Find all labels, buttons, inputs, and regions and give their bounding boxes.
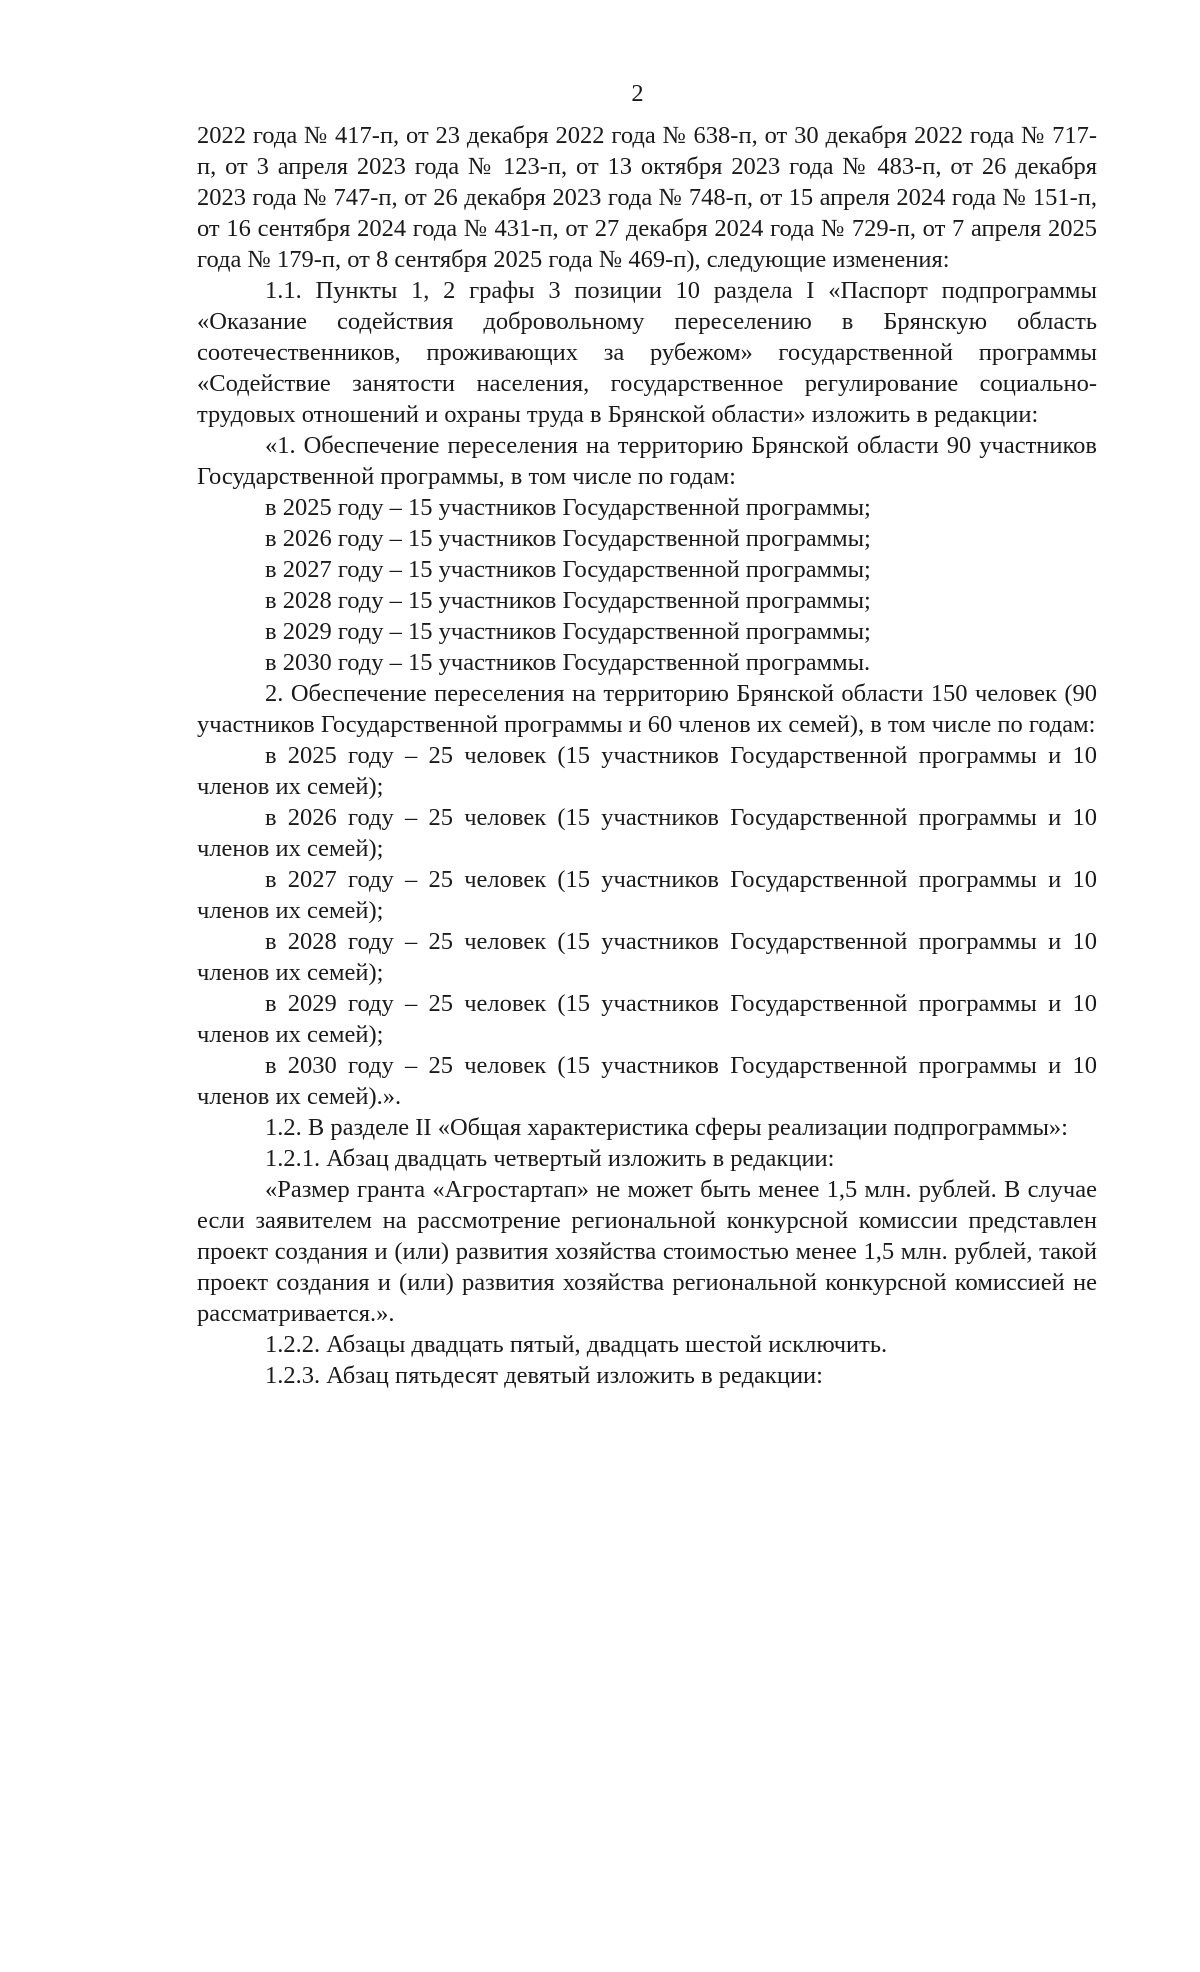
page-number: 2 [631, 80, 644, 107]
paragraph-year-2025: в 2025 году – 15 участников Государственной программы; [265, 494, 871, 521]
paragraph-1-2-3: 1.2.3. Абзац пятьдесят девятый изложить в редакции: [265, 1362, 823, 1389]
paragraph-year-2027: в 2027 году – 15 участников Государственной программы; [265, 556, 871, 583]
paragraph-year-2028: в 2028 году – 15 участников Государственной программы; [265, 587, 871, 614]
paragraph-year-2029: в 2029 году – 15 участников Государственной программы; [265, 618, 871, 645]
paragraph-1-2-1: 1.2.1. Абзац двадцать четвертый изложить в редакции: [265, 1145, 835, 1172]
paragraph-1-2-2: 1.2.2. Абзацы двадцать пятый, двадцать шестой исключить. [265, 1331, 888, 1358]
paragraph-item-2: 2. Обеспечение переселения на территорию Брянской области 150 человек (90 участников Государственной программы и 60 членов их семей), в том числе по годам: [197, 680, 1097, 738]
paragraph-people-2030: в 2030 году – 25 человек (15 участников Государственной программы и 10 членов их семей).». [197, 1052, 1097, 1110]
paragraph-year-2026: в 2026 году – 15 участников Государственной программы; [265, 525, 871, 552]
paragraph-continuation: 2022 года № 417-п, от 23 декабря 2022 года № 638-п, от 30 декабря 2022 года № 717-п, от 3 апреля 2023 года № 123-п, от 13 октября 2023 года № 483-п, от 26 декабря 2023 года № 747-п, от 26 декабря 2023 года № 748-п, от 15 апреля 2024 года № 151-п, от 16 сентября 2024 года № 431-п, от 27 декабря 2024 года № 729-п, от 7 апреля 2025 года № 179-п, от 8 сентября 2025 года № 469-п), следующие изменения: [197, 122, 1097, 273]
paragraph-item-1: «1. Обеспечение переселения на территорию Брянской области 90 участников Государственной программы, в том числе по годам: [197, 432, 1097, 490]
paragraph-1-2: 1.2. В разделе II «Общая характеристика сферы реализации подпрограммы»: [265, 1114, 1068, 1141]
paragraph-people-2025: в 2025 году – 25 человек (15 участников Государственной программы и 10 членов их семей); [197, 742, 1097, 800]
paragraph-people-2026: в 2026 году – 25 человек (15 участников Государственной программы и 10 членов их семей); [197, 804, 1097, 862]
paragraph-grant-text: «Размер гранта «Агростартап» не может быть менее 1,5 млн. рублей. В случае если заявителем на рассмотрение региональной конкурсной комиссии представлен проект создания и (или) развития хозяйства стоимостью менее 1,5 млн. рублей, такой проект создания и (или) развития хозяйства региональной конкурсной комиссией не рассматривается.». [197, 1176, 1097, 1327]
paragraph-1-1: 1.1. Пункты 1, 2 графы 3 позиции 10 раздела I «Паспорт подпрограммы «Оказание содействия добровольному переселению в Брянскую область соотечественников, проживающих за рубежом» государственной программы «Содействие занятости населения, государственное регулирование социально-трудовых отношений и охраны труда в Брянской области» изложить в редакции: [197, 277, 1097, 428]
paragraph-people-2029: в 2029 году – 25 человек (15 участников Государственной программы и 10 членов их семей); [197, 990, 1097, 1048]
paragraph-people-2027: в 2027 году – 25 человек (15 участников Государственной программы и 10 членов их семей); [197, 866, 1097, 924]
paragraph-year-2030: в 2030 году – 15 участников Государственной программы. [265, 649, 871, 676]
paragraph-people-2028: в 2028 году – 25 человек (15 участников Государственной программы и 10 членов их семей); [197, 928, 1097, 986]
document-body [197, 120, 1097, 1391]
